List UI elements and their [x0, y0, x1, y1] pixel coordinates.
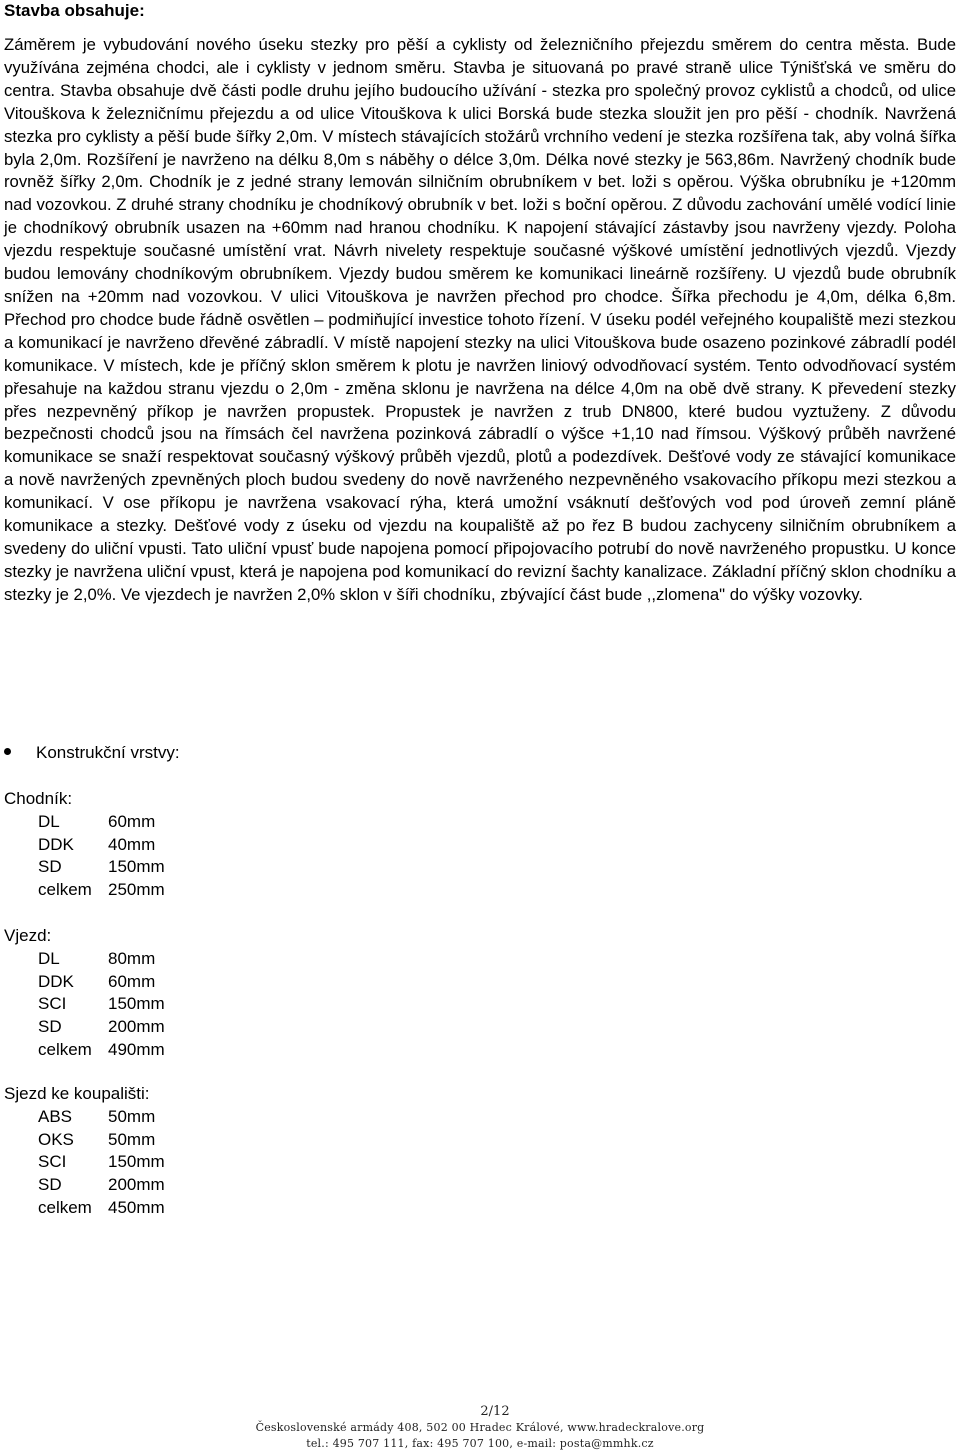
layer-row [4, 1016, 165, 1039]
page-number: 2/12 [480, 1404, 510, 1419]
layer-row [4, 1197, 165, 1220]
layer-thickness: 60mm [108, 811, 156, 831]
layer-material: celkem [38, 1039, 92, 1059]
layer-row [4, 856, 165, 879]
layer-thickness: 200mm [108, 1017, 165, 1037]
layer-material: DDK [38, 971, 74, 991]
layer-material: SCI [38, 994, 67, 1014]
layer-row [4, 1106, 165, 1129]
description-paragraph: Záměrem je vybudování nového úseku stezky pro pěší a cyklisty od železničního přejezdu směrem do centra města. Bude využívána zejména chodci, ale i cyklisty v jednom směru. Stavba je situovaná po pravé straně ulice Týnišťská ve směru do centra. Stavba obsahuje dvě části podle druhu jejího budoucího užívání - stezka pro společný provoz cyklistů a chodců, od ulice Vitouškova k železničnímu přejezdu a od ulice Vitouškova k ulici Borská bude stezka sloužit jen pro pěší - chodník. Navržená stezka pro cyklisty a pěší bude šířky 2,0m. V místech stávajících stožárů vrchního vedení je stezka rozšířena tak, aby volná šířka byla 2,0m. Rozšíření je navrženo na délku 8,0m s náběhy o délce 3,0m. Délka nové stezky je 563,86m. Navržený chodník bude rovněž šířky 2,0m. Chodník je z jedné strany lemován silničním obrubníkem v bet. loži s opěrou. Výška obrubníku je +120mm nad vozovkou. Z druhé strany chodníku je chodníkový obrubník v bet. loži s boční opěrou. Z důvodu zachování umělé vodící linie je chodníkový obrubník usazen na +60mm nad hranou chodníku. K napojení stávající zástavby jsou navrženy vjezdy. Poloha vjezdu respektuje současné umístění vrat. Návrh nivelety respektuje současné výškové umístění jednotlivých vjezdů. Vjezdy budou lemovány chodníkovým obrubníkem. Vjezdy budou směrem ke komunikaci lineárně rozšířeny. U vjezdů bude obrubník snížen na +20mm nad vozovkou. V ulici Vitouškova je navržen přechod pro chodce. Šířka přechodu je 4,0m, délka 6,8m. Přechod pro chodce bude řádně osvětlen – podmiňující investice tohoto řízení. V úseku podél veřejného koupaliště mezi stezkou a komunikací je navrženo dřevěné zábradlí. V místě napojení stezky na ulici Vitouškova bude osazeno pozinkové zábradlí podél komunikace. V místech, kde je příčný sklon směrem k plotu je navržen liniový odvodňovací systém. Tento odvodňovací systém přesahuje na každou stranu vjezdu o 2,0m - změna sklonu je navržena na délce 4,0m na obě dvě strany. K převedení stezky přes nezpevněný příkop je navržen propustek. Propustek je navržen z trub DN800, které budou vyztuženy. Z důvodu bezpečnosti chodců jsou na římsách čel navržena pozinková zábradlí o výšce +1,10 nad římsou. Výškový průběh navržené komunikace se snaží respektovat současný výškový průběh vjezdů, plotů a podezdívek. Dešťové vody ze stávající komunikace a nově navržených zpevněných ploch budou svedeny do nově navrženého nezpevněného vsakovacího příkopu mezi stezkou a komunikací. V ose příkopu je navržena vsakovací rýha, která umožní vsáknutí dešťových vod pod úroveň zemní pláně komunikace a stezky. Dešťové vody z úseku od vjezdu na koupaliště až po řez B budou zachyceny silničním obrubníkem a svedeny do uliční vpusti. Tato uliční vpusť bude napojena pomocí připojovacího potrubí do nově navrženého propustku. U konce stezky je navržena uliční vpust, která je napojena pod komunikací do revizní šachty kanalizace. Základní příčný sklon chodníku a stezky je 2,0%. Ve vjezdech je navržen 2,0% sklon v šíři chodníku, zbývající část bude ,,zlomena" do výšky vozovky. [4, 35, 956, 604]
layer-material: SD [38, 1017, 62, 1037]
layer-section-sjezd [4, 1083, 165, 1220]
layer-row [4, 1151, 165, 1174]
layer-row [4, 1039, 165, 1062]
layer-row [4, 971, 165, 994]
layer-material: DL [38, 948, 60, 968]
layer-thickness: 80mm [108, 948, 156, 968]
layer-row [4, 1129, 165, 1152]
layer-thickness: 250mm [108, 880, 165, 900]
layer-thickness: 40mm [108, 834, 156, 854]
section-heading: Stavba obsahuje: [4, 1, 145, 20]
section-title: Sjezd ke koupališti: [4, 1084, 150, 1103]
layer-section-vjezd [4, 925, 165, 1062]
layer-row [4, 811, 165, 834]
layer-thickness: 450mm [108, 1197, 165, 1217]
layer-row [4, 834, 165, 857]
layer-material: OKS [38, 1129, 74, 1149]
layer-material: DL [38, 811, 60, 831]
layer-thickness: 50mm [108, 1106, 156, 1126]
layer-material: ABS [38, 1106, 73, 1126]
footer-contact: tel.: 495 707 111, fax: 495 707 100, e-mail: posta@mmhk.cz [306, 1437, 654, 1450]
page-footer [0, 1403, 960, 1452]
layer-material: celkem [38, 1197, 92, 1217]
layer-material: SCI [38, 1152, 67, 1172]
layer-thickness: 200mm [108, 1175, 165, 1195]
footer-address: Československé armády 408, 502 00 Hradec Králové, www.hradeckralove.org [255, 1421, 705, 1434]
layer-thickness: 50mm [108, 1129, 156, 1149]
section-title: Vjezd: [4, 926, 52, 945]
bullet-item [4, 742, 180, 764]
layer-row [4, 948, 165, 971]
layer-section-chodnik [4, 788, 165, 902]
bullet-label: Konstrukční vrstvy: [36, 743, 180, 762]
layer-material: celkem [38, 880, 92, 900]
layer-row [4, 879, 165, 902]
bullet-dot-icon [4, 748, 11, 755]
section-title: Chodník: [4, 789, 73, 808]
layer-material: DDK [38, 834, 74, 854]
layer-thickness: 60mm [108, 971, 156, 991]
layer-material: SD [38, 857, 62, 877]
layer-row [4, 1174, 165, 1197]
layer-thickness: 150mm [108, 1152, 165, 1172]
layer-material: SD [38, 1175, 62, 1195]
layer-thickness: 150mm [108, 994, 165, 1014]
layer-row [4, 993, 165, 1016]
layer-thickness: 150mm [108, 857, 165, 877]
layer-thickness: 490mm [108, 1039, 165, 1059]
